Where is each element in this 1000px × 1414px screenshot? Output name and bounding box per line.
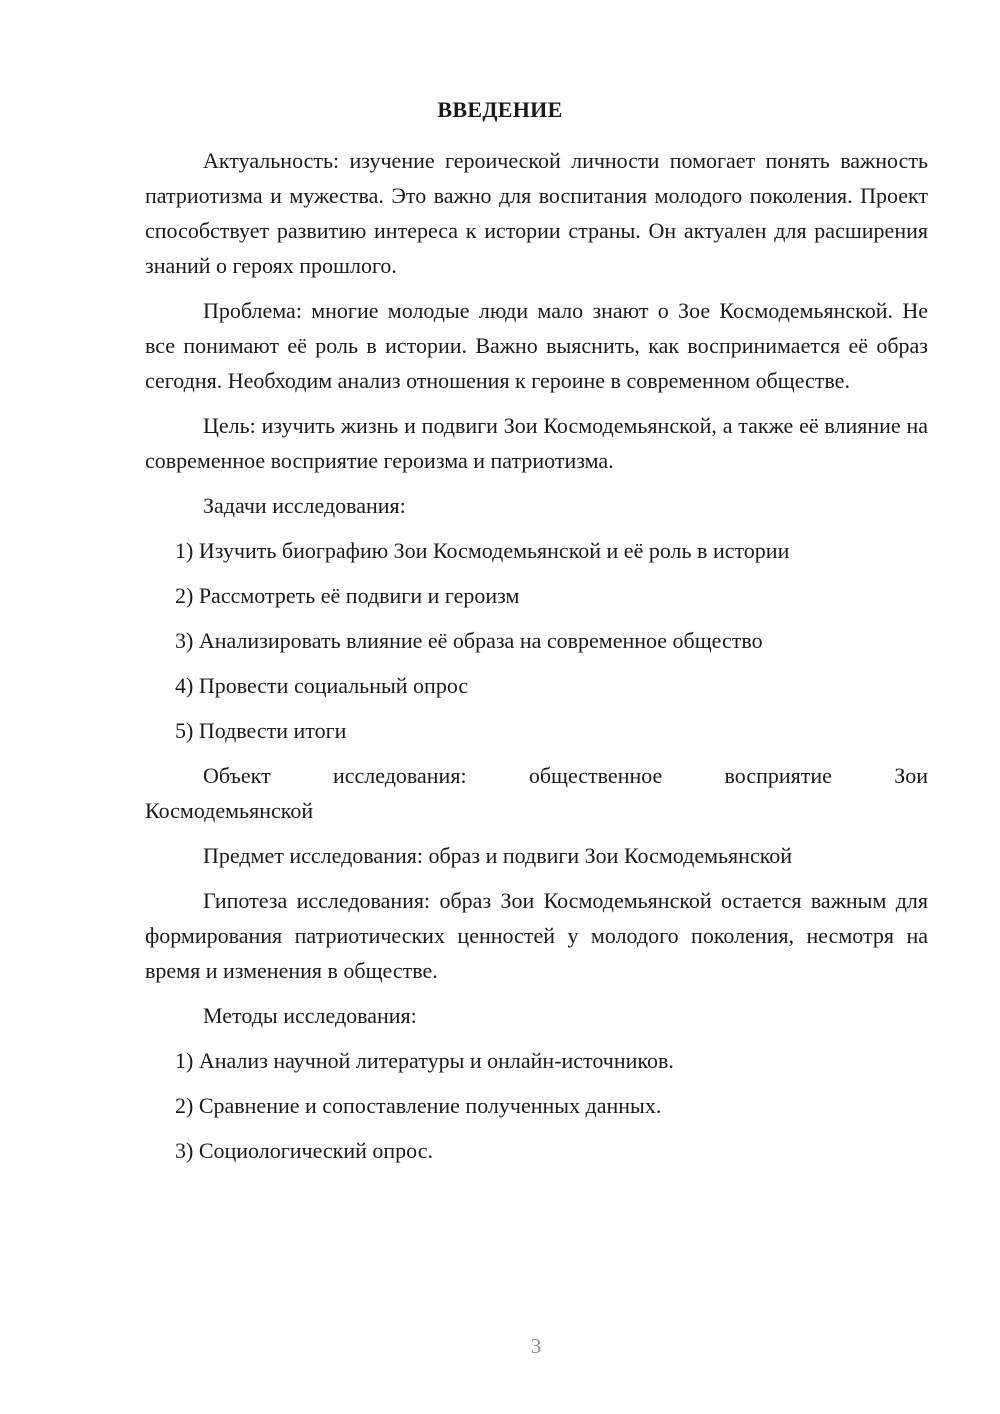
hypothesis-paragraph: Гипотеза исследования: образ Зои Космодемьянской остается важным для формирования патриотических ценностей у молодого поколения, несмотря на время и изменения в обществе. <box>145 888 928 983</box>
goal-paragraph: Цель: изучить жизнь и подвиги Зои Космодемьянской, а также её влияние на современное восприятие героизма и патриотизма. <box>145 413 928 473</box>
list-item: 1) Изучить биографию Зои Космодемьянской и её роль в истории <box>175 538 790 563</box>
relevance-paragraph: Актуальность: изучение героической личности помогает понять важность патриотизма и мужества. Это важно для воспитания молодого поколения. Проект способствует развитию интереса к истории страны. Он актуален для расширения знаний о героях прошлого. <box>145 148 928 278</box>
list-item: 2) Сравнение и сопоставление полученных данных. <box>175 1093 662 1118</box>
problem-paragraph: Проблема: многие молодые люди мало знают о Зое Космодемьянской. Не все понимают её роль в истории. Важно выяснить, как воспринимается её образ сегодня. Необходим анализ отношения к героине в современном обществе. <box>145 298 928 393</box>
page-body <box>145 143 928 1178</box>
list-item: 3) Анализировать влияние её образа на современное общество <box>175 628 763 653</box>
page-number: 3 <box>530 1334 542 1358</box>
object-line: Объект исследования: общественное восприятие Зои <box>203 763 928 788</box>
object-paragraph <box>145 758 928 828</box>
list-item: 2) Рассмотреть её подвиги и героизм <box>175 583 520 608</box>
subject-paragraph: Предмет исследования: образ и подвиги Зои Космодемьянской <box>203 843 793 868</box>
list-item: 5) Подвести итоги <box>175 718 347 743</box>
tasks-list <box>145 533 928 748</box>
tasks-heading: Задачи исследования: <box>203 493 406 518</box>
page-title: ВВЕДЕНИЕ <box>437 97 563 122</box>
methods-heading: Методы исследования: <box>203 1003 417 1028</box>
list-item: 1) Анализ научной литературы и онлайн-источников. <box>175 1048 674 1073</box>
object-tail: Космодемьянской <box>145 798 314 823</box>
list-item: 4) Провести социальный опрос <box>175 673 469 698</box>
methods-list <box>145 1043 928 1168</box>
list-item: 3) Социологический опрос. <box>175 1138 433 1163</box>
